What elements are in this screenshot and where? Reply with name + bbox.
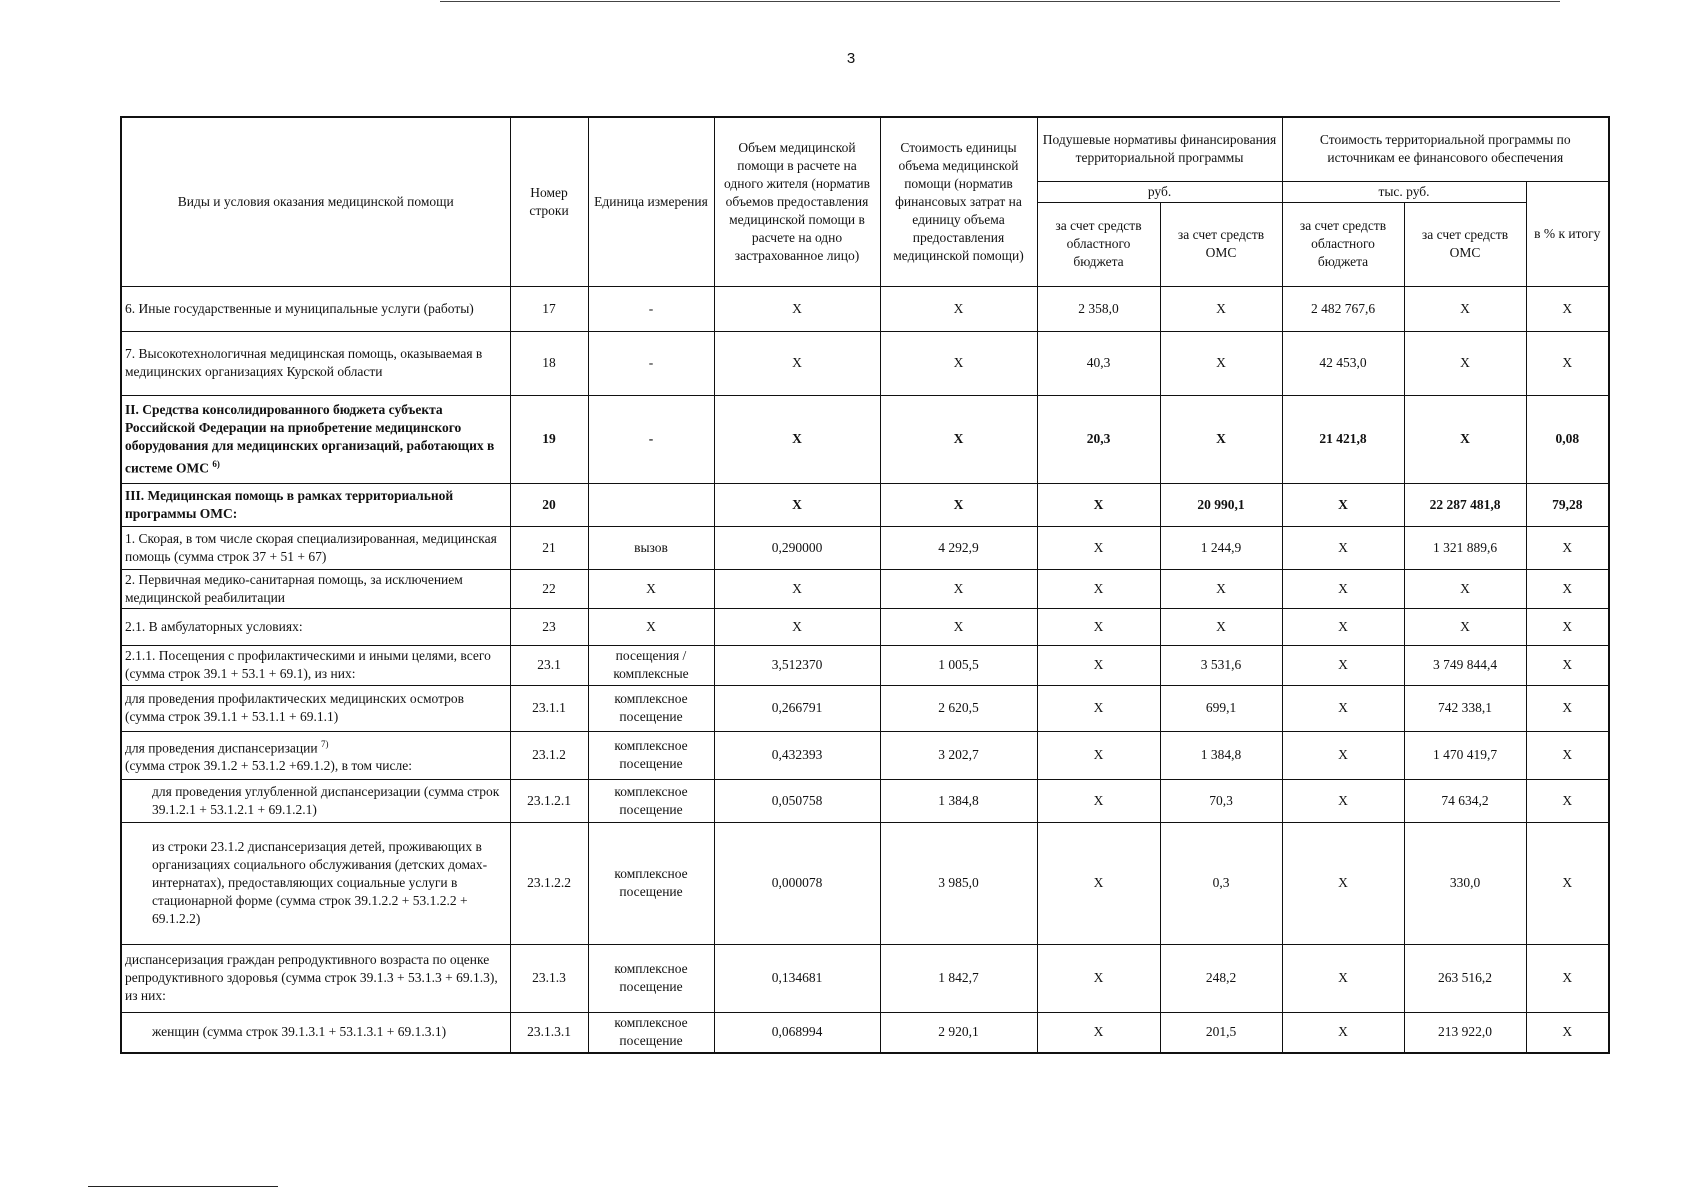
per-capita-budget-cell: X <box>1037 731 1160 779</box>
row-label-text: III. Медицинская помощь в рамках территориальной программы ОМС: <box>125 487 454 521</box>
row-label <box>121 395 510 483</box>
row-label <box>121 608 510 645</box>
volume-cell: 0,000078 <box>714 822 880 944</box>
row-label <box>121 331 510 395</box>
program-oms-cell: X <box>1404 608 1526 645</box>
footnote-ref: 7) <box>320 738 329 749</box>
unit-cell: - <box>588 395 714 483</box>
volume-cell: X <box>714 395 880 483</box>
per-capita-budget-cell: X <box>1037 483 1160 526</box>
program-budget-cell: X <box>1282 1012 1404 1053</box>
program-oms-cell: 1 470 419,7 <box>1404 731 1526 779</box>
table-row <box>121 944 1609 1012</box>
header-cost: Стоимость единицы объема медицинской помощи (норматив финансовых затрат на единицу объема предоставления медицинской помощи) <box>880 117 1037 286</box>
per-capita-budget-cell: X <box>1037 822 1160 944</box>
unit-cell: комплексное посещение <box>588 944 714 1012</box>
row-number-cell: 23.1.2.2 <box>510 822 588 944</box>
per-capita-oms-cell: X <box>1160 395 1282 483</box>
row-label <box>121 483 510 526</box>
unit-cell: - <box>588 331 714 395</box>
program-oms-cell: X <box>1404 331 1526 395</box>
program-budget-cell: X <box>1282 944 1404 1012</box>
row-number-cell: 17 <box>510 286 588 331</box>
table-row <box>121 645 1609 685</box>
per-capita-budget-cell: X <box>1037 526 1160 569</box>
header-percent: в % к итогу <box>1526 181 1609 286</box>
program-oms-cell: 1 321 889,6 <box>1404 526 1526 569</box>
row-label-text: 1. Скорая, в том числе скорая специализированная, медицинская помощь (сумма строк 37 + 51 + 67) <box>125 530 497 564</box>
unit-cell: комплексное посещение <box>588 779 714 822</box>
table-row <box>121 331 1609 395</box>
percent-cell: X <box>1526 822 1609 944</box>
program-cost-table <box>120 116 1610 1054</box>
row-number-cell: 21 <box>510 526 588 569</box>
per-capita-oms-cell: 0,3 <box>1160 822 1282 944</box>
header-tp-budget: за счет средств областного бюджета <box>1282 202 1404 286</box>
per-capita-oms-cell: 1 244,9 <box>1160 526 1282 569</box>
program-oms-cell: X <box>1404 395 1526 483</box>
volume-cell: X <box>714 608 880 645</box>
per-capita-budget-cell: X <box>1037 779 1160 822</box>
program-oms-cell: 263 516,2 <box>1404 944 1526 1012</box>
program-budget-cell: X <box>1282 645 1404 685</box>
unit-cost-cell: X <box>880 286 1037 331</box>
program-budget-cell: X <box>1282 608 1404 645</box>
header-pc-budget: за счет средств областного бюджета <box>1037 202 1160 286</box>
header-unit-rub: руб. <box>1037 181 1282 202</box>
footnote-ref: 6) <box>212 458 220 469</box>
per-capita-budget-cell: 20,3 <box>1037 395 1160 483</box>
table-row <box>121 731 1609 779</box>
row-label-text: для проведения профилактических медицинских осмотров (сумма строк 39.1.1 + 53.1.1 + 69.1.1) <box>125 691 465 724</box>
row-number-cell: 23.1.1 <box>510 685 588 731</box>
unit-cost-cell: 2 620,5 <box>880 685 1037 731</box>
row-label-text: 7. Высокотехнологичная медицинская помощь, оказываемая в медицинских организациях Курской области <box>125 346 483 379</box>
per-capita-oms-cell: X <box>1160 569 1282 608</box>
row-label <box>121 645 510 685</box>
row-label <box>121 731 510 779</box>
program-budget-cell: X <box>1282 779 1404 822</box>
row-number-cell: 23.1.3.1 <box>510 1012 588 1053</box>
row-number-cell: 23.1.2.1 <box>510 779 588 822</box>
per-capita-budget-cell: X <box>1037 944 1160 1012</box>
unit-cell: комплексное посещение <box>588 822 714 944</box>
unit-cost-cell: 4 292,9 <box>880 526 1037 569</box>
program-budget-cell: 2 482 767,6 <box>1282 286 1404 331</box>
unit-cell: комплексное посещение <box>588 731 714 779</box>
program-oms-cell: 22 287 481,8 <box>1404 483 1526 526</box>
unit-cell <box>588 483 714 526</box>
program-budget-cell: 42 453,0 <box>1282 331 1404 395</box>
percent-cell: X <box>1526 608 1609 645</box>
row-label-text: II. Средства консолидированного бюджета субъекта Российской Федерации на приобретение медицинского оборудования для медицинских организаций, работающих в системе ОМС <box>125 401 495 476</box>
row-label-text: для проведения диспансеризации <box>125 740 318 756</box>
per-capita-oms-cell: 201,5 <box>1160 1012 1282 1053</box>
volume-cell: X <box>714 331 880 395</box>
header-types: Виды и условия оказания медицинской помощи <box>121 117 510 286</box>
program-oms-cell: X <box>1404 569 1526 608</box>
unit-cell: X <box>588 569 714 608</box>
table-header <box>121 117 1609 286</box>
percent-cell: X <box>1526 944 1609 1012</box>
row-label <box>121 944 510 1012</box>
per-capita-oms-cell: 1 384,8 <box>1160 731 1282 779</box>
per-capita-budget-cell: X <box>1037 645 1160 685</box>
program-budget-cell: X <box>1282 731 1404 779</box>
percent-cell: X <box>1526 526 1609 569</box>
volume-cell: X <box>714 569 880 608</box>
percent-cell: X <box>1526 685 1609 731</box>
per-capita-budget-cell: X <box>1037 569 1160 608</box>
program-budget-cell: X <box>1282 685 1404 731</box>
header-unit: Единица измерения <box>588 117 714 286</box>
top-scan-line <box>440 1 1560 2</box>
table-row <box>121 483 1609 526</box>
row-number-cell: 23.1 <box>510 645 588 685</box>
unit-cell: комплексное посещение <box>588 1012 714 1053</box>
table-row <box>121 1012 1609 1053</box>
row-label <box>121 779 510 822</box>
per-capita-oms-cell: 3 531,6 <box>1160 645 1282 685</box>
table-row <box>121 685 1609 731</box>
row-label <box>121 526 510 569</box>
row-label <box>121 569 510 608</box>
table-row <box>121 286 1609 331</box>
volume-cell: 0,266791 <box>714 685 880 731</box>
row-number-cell: 20 <box>510 483 588 526</box>
row-label-text: женщин (сумма строк 39.1.3.1 + 53.1.3.1 + 69.1.3.1) <box>152 1024 447 1040</box>
per-capita-oms-cell: 70,3 <box>1160 779 1282 822</box>
volume-cell: X <box>714 483 880 526</box>
row-label-text: 6. Иные государственные и муниципальные услуги (работы) <box>125 300 474 316</box>
percent-cell: X <box>1526 731 1609 779</box>
per-capita-oms-cell: 248,2 <box>1160 944 1282 1012</box>
percent-cell: X <box>1526 1012 1609 1053</box>
header-volume: Объем медицинской помощи в расчете на одного жителя (норматив объемов предоставления медицинской помощи в расчете на одно застрахованное лицо) <box>714 117 880 286</box>
unit-cost-cell: X <box>880 608 1037 645</box>
program-oms-cell: X <box>1404 286 1526 331</box>
per-capita-oms-cell: X <box>1160 331 1282 395</box>
volume-cell: 0,290000 <box>714 526 880 569</box>
program-oms-cell: 330,0 <box>1404 822 1526 944</box>
header-pc-oms: за счет средств ОМС <box>1160 202 1282 286</box>
per-capita-oms-cell: 699,1 <box>1160 685 1282 731</box>
unit-cell: вызов <box>588 526 714 569</box>
per-capita-oms-cell: X <box>1160 286 1282 331</box>
volume-cell: X <box>714 286 880 331</box>
volume-cell: 0,050758 <box>714 779 880 822</box>
program-budget-cell: X <box>1282 526 1404 569</box>
unit-cost-cell: 3 202,7 <box>880 731 1037 779</box>
row-label <box>121 1012 510 1053</box>
header-tp-oms: за счет средств ОМС <box>1404 202 1526 286</box>
percent-cell: X <box>1526 645 1609 685</box>
table-row <box>121 779 1609 822</box>
volume-cell: 0,068994 <box>714 1012 880 1053</box>
per-capita-oms-cell: X <box>1160 608 1282 645</box>
row-label-text: 2. Первичная медико-санитарная помощь, за исключением медицинской реабилитации <box>125 571 463 605</box>
row-number-cell: 18 <box>510 331 588 395</box>
row-number-cell: 23 <box>510 608 588 645</box>
percent-cell: X <box>1526 569 1609 608</box>
table-row <box>121 822 1609 944</box>
unit-cost-cell: X <box>880 331 1037 395</box>
unit-cost-cell: 1 384,8 <box>880 779 1037 822</box>
table-row <box>121 526 1609 569</box>
program-oms-cell: 213 922,0 <box>1404 1012 1526 1053</box>
row-label-text: 2.1. В амбулаторных условиях: <box>125 618 303 634</box>
per-capita-budget-cell: 2 358,0 <box>1037 286 1160 331</box>
footnote-rule <box>88 1186 278 1187</box>
per-capita-budget-cell: X <box>1037 608 1160 645</box>
unit-cell: - <box>588 286 714 331</box>
percent-cell: 0,08 <box>1526 395 1609 483</box>
program-budget-cell: X <box>1282 569 1404 608</box>
row-label-tail: (сумма строк 39.1.2 + 53.1.2 +69.1.2), в том числе: <box>125 758 412 774</box>
volume-cell: 3,512370 <box>714 645 880 685</box>
unit-cost-cell: 2 920,1 <box>880 1012 1037 1053</box>
row-number-cell: 23.1.3 <box>510 944 588 1012</box>
header-unit-thousand-rub: тыс. руб. <box>1282 181 1526 202</box>
percent-cell: X <box>1526 779 1609 822</box>
row-label <box>121 822 510 944</box>
percent-cell: 79,28 <box>1526 483 1609 526</box>
unit-cost-cell: 1 842,7 <box>880 944 1037 1012</box>
percent-cell: X <box>1526 331 1609 395</box>
row-label-text: из строки 23.1.2 диспансеризация детей, проживающих в организациях социального обслуживания (детских домах-интернатах), предоставляющих социальные услуги в стационарной форме (сумма строк 39.1.2.2 + 53.1.2.2 + 69.1.2.2) <box>152 839 488 926</box>
unit-cost-cell: X <box>880 483 1037 526</box>
program-oms-cell: 74 634,2 <box>1404 779 1526 822</box>
row-label-text: 2.1.1. Посещения с профилактическими и иными целями, всего (сумма строк 39.1 + 53.1 + 69.1), из них: <box>125 648 491 681</box>
table-body <box>121 286 1609 1053</box>
row-label <box>121 685 510 731</box>
per-capita-budget-cell: 40,3 <box>1037 331 1160 395</box>
table-row <box>121 608 1609 645</box>
row-number-cell: 23.1.2 <box>510 731 588 779</box>
unit-cell: посещения / комплексные <box>588 645 714 685</box>
header-per-capita-group: Подушевые нормативы финансирования территориальной программы <box>1037 117 1282 181</box>
header-program-cost-group: Стоимость территориальной программы по источникам ее финансового обеспечения <box>1282 117 1609 181</box>
unit-cell: X <box>588 608 714 645</box>
unit-cost-cell: 1 005,5 <box>880 645 1037 685</box>
program-budget-cell: X <box>1282 483 1404 526</box>
unit-cost-cell: X <box>880 395 1037 483</box>
program-oms-cell: 742 338,1 <box>1404 685 1526 731</box>
row-label <box>121 286 510 331</box>
table-row <box>121 395 1609 483</box>
page-number: 3 <box>846 50 856 67</box>
percent-cell: X <box>1526 286 1609 331</box>
per-capita-oms-cell: 20 990,1 <box>1160 483 1282 526</box>
program-oms-cell: 3 749 844,4 <box>1404 645 1526 685</box>
unit-cost-cell: 3 985,0 <box>880 822 1037 944</box>
volume-cell: 0,432393 <box>714 731 880 779</box>
unit-cost-cell: X <box>880 569 1037 608</box>
table-row <box>121 569 1609 608</box>
volume-cell: 0,134681 <box>714 944 880 1012</box>
per-capita-budget-cell: X <box>1037 685 1160 731</box>
unit-cell: комплексное посещение <box>588 685 714 731</box>
row-number-cell: 19 <box>510 395 588 483</box>
program-budget-cell: X <box>1282 822 1404 944</box>
row-label-text: диспансеризация граждан репродуктивного возраста по оценке репродуктивного здоровья (сумма строк 39.1.3 + 53.1.3 + 69.1.3), из них: <box>125 952 498 1003</box>
row-label-text: для проведения углубленной диспансеризации (сумма строк 39.1.2.1 + 53.1.2.1 + 69.1.2.1) <box>152 783 500 817</box>
program-budget-cell: 21 421,8 <box>1282 395 1404 483</box>
per-capita-budget-cell: X <box>1037 1012 1160 1053</box>
row-number-cell: 22 <box>510 569 588 608</box>
header-row-no: Номер строки <box>510 117 588 286</box>
